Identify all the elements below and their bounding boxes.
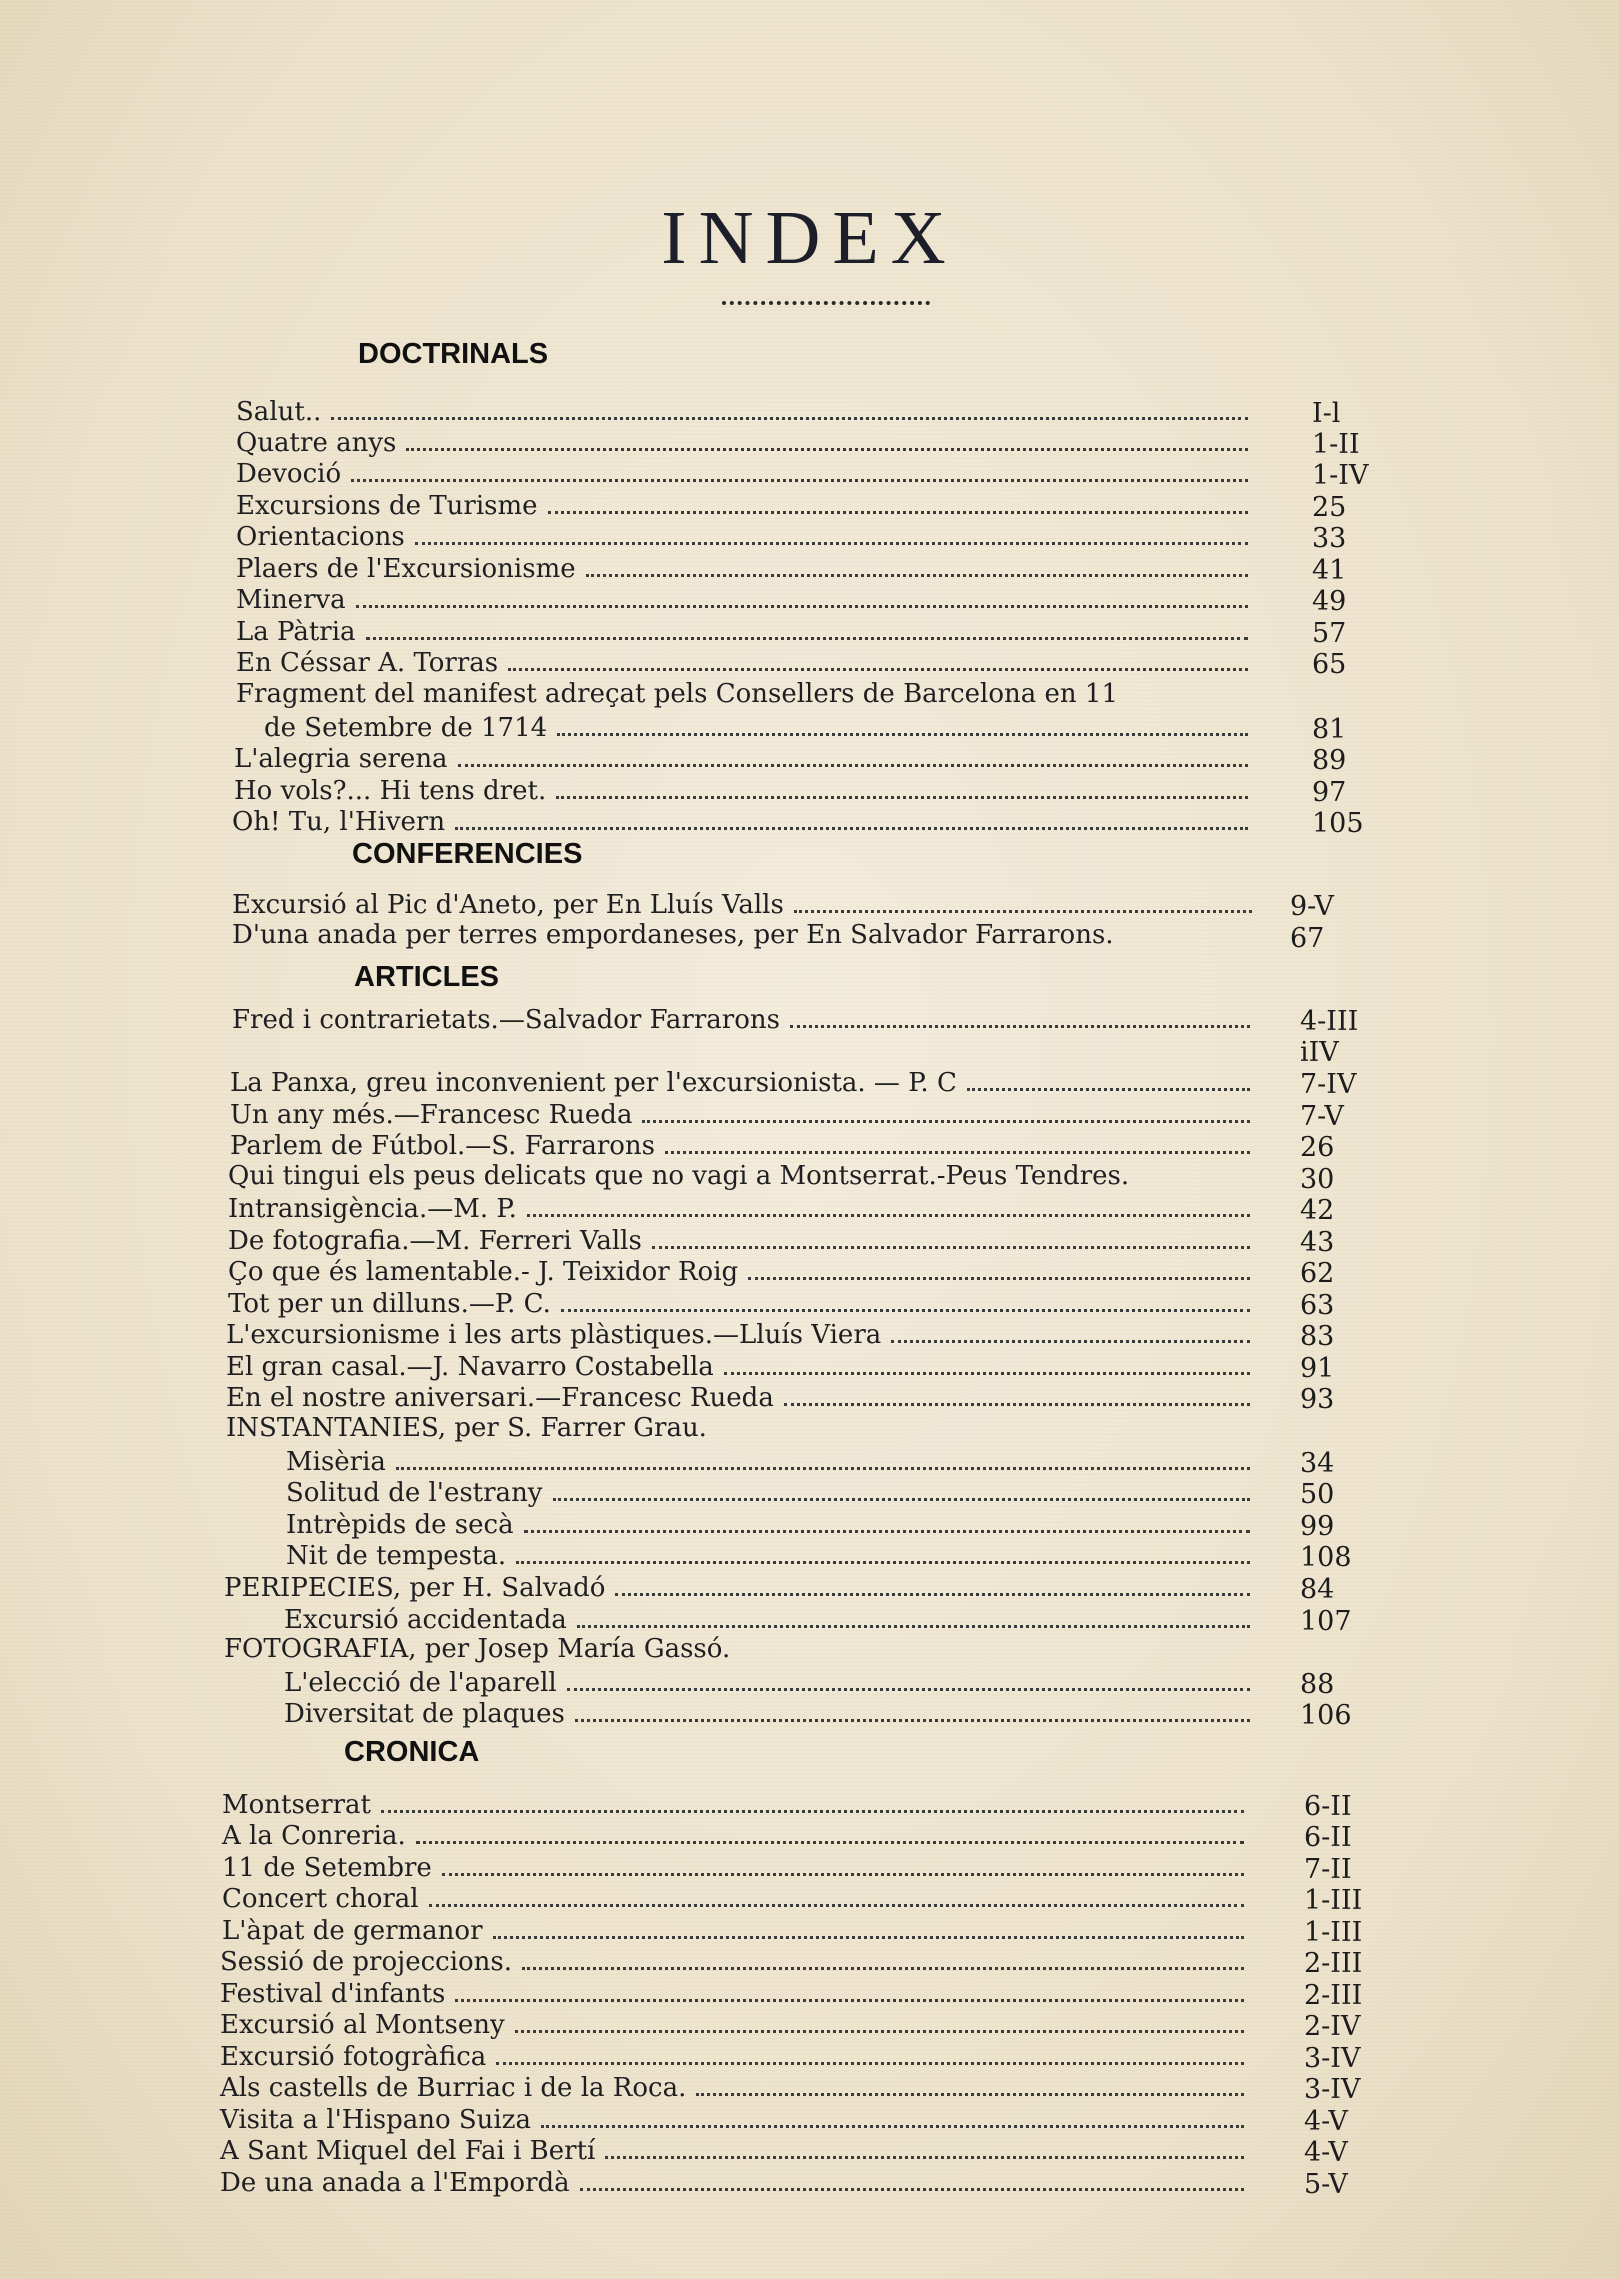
index-entry-title: 11 de Setembre xyxy=(222,1853,432,1883)
index-entry-page: 3-IV xyxy=(1304,2043,1361,2074)
index-entry xyxy=(284,1666,1260,1698)
index-entry-title: Ço que és lamentable.- J. Teixidor Roig xyxy=(228,1257,739,1287)
index-entry-page: 6-II xyxy=(1304,1791,1352,1822)
index-entry xyxy=(236,395,1258,427)
dot-leader xyxy=(577,1625,1250,1628)
dot-leader xyxy=(605,2156,1244,2159)
dot-leader xyxy=(553,1498,1251,1501)
index-entry xyxy=(220,2134,1254,2166)
index-entry-title: Concert choral xyxy=(222,1884,419,1914)
index-entry xyxy=(226,1381,1260,1413)
dot-leader xyxy=(406,448,1248,451)
index-entry-title: D'una anada per terres empordaneses, per En Salvador Farrarons. xyxy=(232,920,1114,950)
index-entry xyxy=(284,1603,1260,1635)
title-divider xyxy=(722,301,930,305)
index-entry xyxy=(220,2166,1254,2198)
index-entry-page: 4-V xyxy=(1304,2137,1348,2168)
index-entry-title: Solitud de l'estrany xyxy=(286,1478,543,1508)
index-entry-page: 3-IV xyxy=(1304,2074,1361,2105)
index-entry-page: 89 xyxy=(1312,745,1347,776)
index-entry-page: 2-III xyxy=(1304,1980,1363,2011)
index-entry-page: 34 xyxy=(1300,1448,1335,1479)
index-entry-page: 97 xyxy=(1312,777,1347,808)
index-entry-page: 105 xyxy=(1312,808,1364,839)
dot-leader xyxy=(696,2093,1244,2096)
index-entry-title: L'alegria serena xyxy=(234,744,448,774)
index-entry-title: L'excursionisme i les arts plàstiques.—Lluís Viera xyxy=(226,1320,882,1350)
index-entry-page: 2-III xyxy=(1304,1948,1363,1979)
index-entry-page: 93 xyxy=(1300,1384,1335,1415)
index-entry-page: 2-IV xyxy=(1304,2011,1361,2042)
index-entry-title: Visita a l'Hispano Suiza xyxy=(220,2105,531,2135)
index-entry-title: Fragment del manifest adreçat pels Consellers de Barcelona en 11 xyxy=(236,679,1119,709)
index-entry-title: de Setembre de 1714 xyxy=(264,713,548,743)
index-entry-page: 33 xyxy=(1312,523,1347,554)
index-entry-title: Als castells de Burriac i de la Roca. xyxy=(220,2073,687,2103)
dot-leader xyxy=(665,1151,1250,1154)
index-entry-title: Excursió al Montseny xyxy=(220,2010,505,2040)
page-title: INDEX xyxy=(661,196,958,280)
index-entry xyxy=(220,1945,1254,1977)
dot-leader xyxy=(784,1403,1250,1406)
index-entry-page: 81 xyxy=(1312,714,1347,745)
index-entry xyxy=(234,774,1258,806)
dot-leader xyxy=(748,1277,1250,1280)
index-entry-page: 84 xyxy=(1300,1574,1335,1605)
index-entry-page: 6-II xyxy=(1304,1822,1352,1853)
index-entry-title: Salut.. xyxy=(236,397,322,427)
index-entry-page: 7-V xyxy=(1300,1101,1344,1132)
index-entry-title: Quatre anys xyxy=(236,428,397,458)
index-entry-title: Ho vols?... Hi tens dret. xyxy=(234,776,547,806)
index-entry xyxy=(220,2103,1254,2135)
index-entry xyxy=(228,1192,1260,1224)
dot-leader xyxy=(615,1593,1250,1596)
index-entry xyxy=(236,552,1258,584)
index-entry xyxy=(230,1098,1260,1130)
index-entry-title: L'àpat de germanor xyxy=(222,1916,483,1946)
index-entry xyxy=(232,805,1258,837)
index-entry xyxy=(286,1508,1260,1540)
index-entry-page: 63 xyxy=(1300,1290,1335,1321)
dot-leader xyxy=(415,542,1248,545)
index-entry-page: 7-IV xyxy=(1300,1069,1357,1100)
index-entry-page: 107 xyxy=(1300,1606,1352,1637)
index-entry-page: 88 xyxy=(1300,1669,1335,1700)
index-entry-title: Orientacions xyxy=(236,522,405,552)
index-entry-title: Festival d'infants xyxy=(220,1979,446,2009)
section-heading-articles: ARTICLES xyxy=(354,961,499,993)
index-entry xyxy=(284,1697,1260,1729)
index-entry xyxy=(236,457,1258,489)
index-entry xyxy=(228,1224,1260,1256)
dot-leader xyxy=(522,1967,1244,1970)
index-entry-page: 57 xyxy=(1312,618,1347,649)
dot-leader xyxy=(556,796,1248,799)
index-entry-title: Montserrat xyxy=(222,1790,372,1820)
index-entry xyxy=(220,2008,1254,2040)
index-entry-title: A la Conreria. xyxy=(222,1821,406,1851)
index-entry xyxy=(220,2040,1254,2072)
dot-leader xyxy=(575,1719,1250,1722)
index-entry-title: Qui tingui els peus delicats que no vagi a Montserrat.-Peus Tendres. xyxy=(228,1161,1130,1191)
index-entry-title: Tot per un dilluns.—P. C. xyxy=(228,1289,551,1319)
index-entry-title: Sessió de projeccions. xyxy=(220,1947,513,1977)
dot-leader xyxy=(508,668,1248,671)
index-entry xyxy=(264,711,1258,743)
dot-leader xyxy=(586,574,1248,577)
dot-leader xyxy=(351,479,1248,482)
index-entry-title: La Panxa, greu inconvenient per l'excursionista. — P. C xyxy=(230,1068,957,1098)
index-entry xyxy=(222,1788,1254,1820)
dot-leader xyxy=(580,2188,1244,2191)
index-entry-title: Excursió al Pic d'Aneto, per En Lluís Valls xyxy=(232,890,784,920)
dot-leader xyxy=(652,1246,1250,1249)
index-entry-page: 50 xyxy=(1300,1479,1335,1510)
index-entry xyxy=(228,1255,1260,1287)
index-entry-title: Devoció xyxy=(236,459,342,489)
index-entry-page: 65 xyxy=(1312,649,1347,680)
index-entry-title: De una anada a l'Empordà xyxy=(220,2168,570,2198)
dot-leader xyxy=(642,1120,1250,1123)
index-entry-page: 62 xyxy=(1300,1258,1335,1289)
index-entry-page: I-l xyxy=(1312,398,1341,429)
index-entry xyxy=(236,646,1258,678)
index-entry-page: 41 xyxy=(1312,555,1347,586)
index-entry-page: 26 xyxy=(1300,1132,1335,1163)
dot-leader xyxy=(493,1936,1244,1939)
section-heading-conferencies: CONFERENCIES xyxy=(352,838,583,870)
index-entry xyxy=(286,1476,1260,1508)
index-entry-title: Intransigència.—M. P. xyxy=(228,1194,517,1224)
index-entry-title: L'elecció de l'aparell xyxy=(284,1668,557,1698)
index-entry-title: Un any més.—Francesc Rueda xyxy=(230,1100,633,1130)
index-entry-page: 108 xyxy=(1300,1542,1352,1573)
index-entry-title: Diversitat de plaques xyxy=(284,1699,565,1729)
index-entry xyxy=(236,615,1258,647)
dot-leader xyxy=(557,733,1248,736)
index-entry-title: Plaers de l'Excursionisme xyxy=(236,554,576,584)
dot-leader xyxy=(794,910,1252,913)
index-entry-page: 1-IV xyxy=(1312,460,1369,491)
index-entry xyxy=(228,1287,1260,1319)
index-entry-page: 83 xyxy=(1300,1321,1335,1352)
index-entry xyxy=(232,888,1262,920)
index-entry-page: 42 xyxy=(1300,1195,1335,1226)
section-heading-doctrinals: DOCTRINALS xyxy=(358,338,549,370)
index-entry-page: 99 xyxy=(1300,1511,1335,1542)
dot-leader xyxy=(381,1810,1244,1813)
index-entry-page: 1-III xyxy=(1304,1885,1363,1916)
index-entry-page: 67 xyxy=(1290,923,1325,954)
index-entry-page: 91 xyxy=(1300,1353,1335,1384)
dot-leader xyxy=(429,1904,1244,1907)
index-entry-page: 25 xyxy=(1312,492,1347,523)
index-entry xyxy=(286,1445,1260,1477)
dot-leader xyxy=(541,2125,1244,2128)
dot-leader xyxy=(516,1561,1250,1564)
dot-leader xyxy=(496,2062,1244,2065)
index-entry-page: 5-V xyxy=(1304,2169,1348,2200)
index-entry-title: Nit de tempesta. xyxy=(286,1541,507,1571)
index-entry xyxy=(220,1977,1254,2009)
dot-leader xyxy=(331,417,1248,420)
dot-leader xyxy=(455,827,1248,830)
index-entry-title: INSTANTANIES, per S. Farrer Grau. xyxy=(226,1413,707,1443)
dot-leader xyxy=(790,1025,1250,1028)
index-entry-page: 7-II xyxy=(1304,1854,1352,1885)
index-entry-page: 1-II xyxy=(1312,429,1360,460)
index-entry xyxy=(222,1819,1254,1851)
index-entry-page: 43 xyxy=(1300,1227,1335,1258)
dot-leader xyxy=(515,2030,1244,2033)
index-entry-title: De fotografia.—M. Ferreri Valls xyxy=(228,1226,642,1256)
index-entry-title: FOTOGRAFIA, per Josep María Gassó. xyxy=(224,1634,731,1664)
dot-leader xyxy=(567,1688,1250,1691)
index-entry xyxy=(222,1882,1254,1914)
index-entry xyxy=(234,742,1258,774)
index-entry-title: Excursió accidentada xyxy=(284,1605,567,1635)
dot-leader xyxy=(561,1309,1250,1312)
index-entry-title: Minerva xyxy=(236,585,346,615)
index-entry-title: Excursions de Turisme xyxy=(236,491,538,521)
index-entry-title: La Pàtria xyxy=(236,617,356,647)
dot-leader xyxy=(524,1530,1250,1533)
index-entry-title: PERIPECIES, per H. Salvadó xyxy=(224,1573,606,1603)
index-entry-page: 30 xyxy=(1300,1164,1335,1195)
index-entry-page: 9-V xyxy=(1290,891,1334,922)
index-entry-page: 106 xyxy=(1300,1700,1352,1731)
section-heading-cronica: CRONICA xyxy=(344,1736,480,1768)
index-entry-page: 4-V xyxy=(1304,2106,1348,2137)
dot-leader xyxy=(356,605,1248,608)
dot-leader xyxy=(396,1467,1250,1470)
index-entry-title: A Sant Miquel del Fai i Bertí xyxy=(220,2136,596,2166)
index-entry xyxy=(286,1539,1260,1571)
index-entry-page: iIV xyxy=(1300,1037,1339,1068)
index-entry-title: Intrèpids de secà xyxy=(286,1510,514,1540)
dot-leader xyxy=(366,637,1248,640)
dot-leader xyxy=(455,1999,1244,2002)
dot-leader xyxy=(527,1214,1250,1217)
index-entry xyxy=(230,1129,1260,1161)
index-entry-page: 49 xyxy=(1312,586,1347,617)
index-entry xyxy=(220,2071,1254,2103)
index-entry xyxy=(226,1350,1260,1382)
index-entry-page: 1-III xyxy=(1304,1917,1363,1948)
dot-leader xyxy=(891,1340,1250,1343)
index-entry xyxy=(222,1914,1254,1946)
index-entry-title: Parlem de Fútbol.—S. Farrarons xyxy=(230,1131,656,1161)
dot-leader xyxy=(967,1088,1250,1091)
index-entry-page: 4-III xyxy=(1300,1006,1359,1037)
dot-leader xyxy=(416,1841,1244,1844)
index-entry xyxy=(236,489,1258,521)
index-entry xyxy=(236,426,1258,458)
index-entry xyxy=(226,1318,1260,1350)
dot-leader xyxy=(458,764,1248,767)
index-entry xyxy=(236,520,1258,552)
index-entry-title: El gran casal.—J. Navarro Costabella xyxy=(226,1352,714,1382)
dot-leader xyxy=(724,1372,1250,1375)
index-entry-title: Misèria xyxy=(286,1447,386,1477)
index-entry-title: En el nostre aniversari.—Francesc Rueda xyxy=(226,1383,774,1413)
index-entry-title: Fred i contrarietats.—Salvador Farrarons xyxy=(232,1005,780,1035)
index-entry xyxy=(224,1571,1260,1603)
index-entry-title: Oh! Tu, l'Hivern xyxy=(232,807,446,837)
index-entry-title: En Céssar A. Torras xyxy=(236,648,499,678)
index-entry xyxy=(232,1003,1260,1035)
index-entry xyxy=(236,583,1258,615)
index-entry-title: Excursió fotogràfica xyxy=(220,2042,487,2072)
dot-leader xyxy=(442,1873,1244,1876)
dot-leader xyxy=(548,511,1248,514)
index-entry xyxy=(230,1066,1260,1098)
index-entry xyxy=(222,1851,1254,1883)
